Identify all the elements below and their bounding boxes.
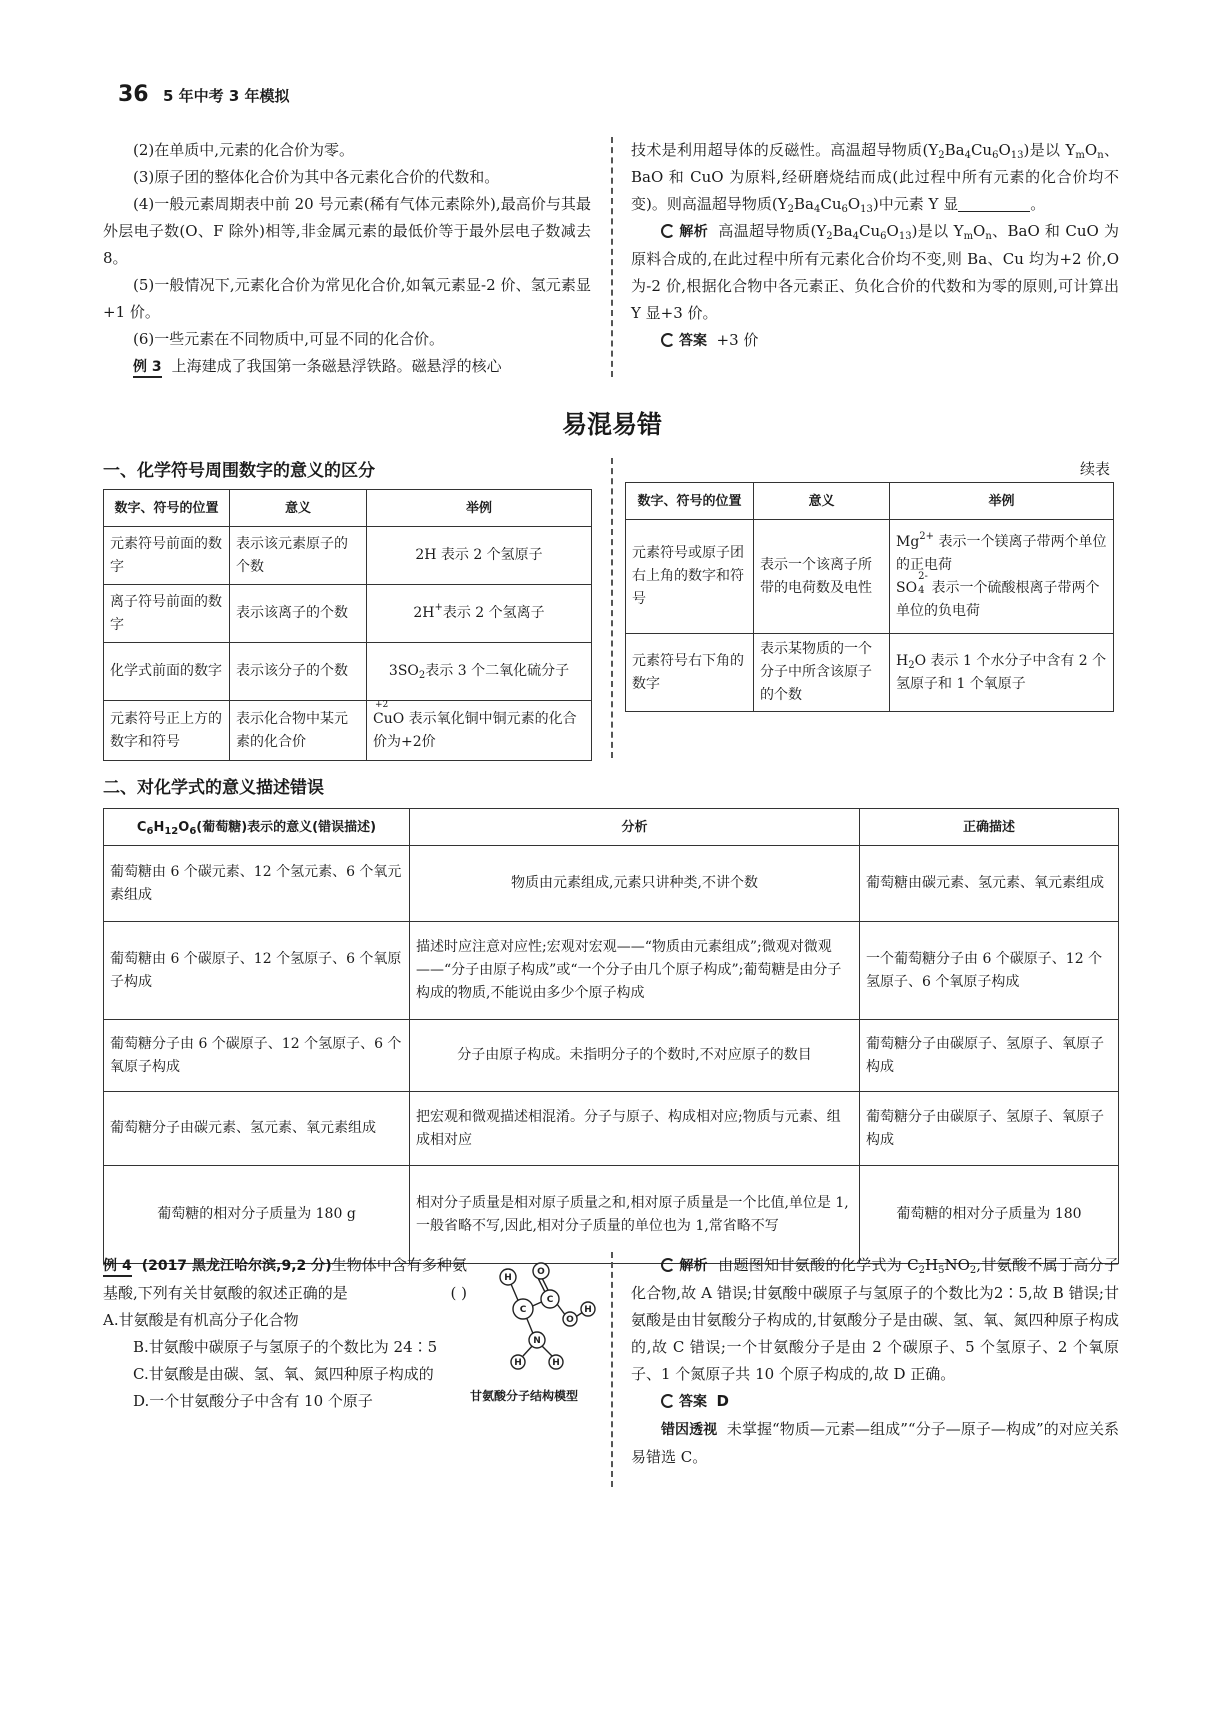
rule-5: (5)一般情况下,元素化合价为常见化合价,如氧元素显-2 价、氢元素显+1 价。	[103, 276, 591, 321]
svg-text:H: H	[504, 1273, 512, 1283]
cell: 相对分子质量是相对原子质量之和,相对原子质量是一个比值,单位是 1,一般省略不写,因此,相对分子质量的单位也为 1,常省略不写	[410, 1166, 860, 1264]
figure-caption: 甘氨酸分子结构模型	[470, 1389, 579, 1403]
cell: 表示化合物中某元素的化合价	[230, 701, 367, 761]
cell: 葡萄糖分子由 6 个碳原子、12 个氢原子、6 个氧原子构成	[104, 1020, 410, 1092]
column-divider-top	[611, 137, 613, 377]
example-4-answer: 答案 D	[631, 1388, 1119, 1416]
book-title: 5 年中考 3 年模拟	[163, 87, 290, 105]
rule-6: (6)一些元素在不同物质中,可显不同的化合价。	[133, 330, 445, 348]
column-divider-bottom	[611, 1252, 613, 1487]
solution-marker-icon	[661, 224, 675, 238]
answer-marker-icon	[661, 1394, 675, 1408]
cell: 葡萄糖由 6 个碳元素、12 个氢元素、6 个氧元素组成	[104, 846, 410, 922]
example-4-solution: 解析 由题图知甘氨酸的化学式为 $C_2H_5NO_2$,甘氨酸不属于高分子化合物,故 A 错误;甘氨酸中碳原子与氢原子的个数比为2∶5,故 B 错误;甘氨酸是由甘氨酸分子构成的,甘氨酸分子是由碳、氢、氧、氮四种原子构成的,故 C 错误;一个甘氨酸分子是由 2 个碳原子、5 个氢原子、2 个氧原子、1 个氮原子共 10 个原子构成的,故 D 正确。	[631, 1256, 1119, 1383]
continued-label: 续表	[1080, 460, 1111, 478]
cell: 元素符号或原子团右上角的数字和符号	[626, 520, 754, 634]
solution-tag: 解析	[661, 1258, 708, 1274]
formula-meaning-table	[103, 808, 1119, 1264]
cell: 2H+表示 2 个氢离子	[367, 585, 592, 643]
option-d: D.一个甘氨酸分子中含有 10 个原子	[133, 1392, 373, 1410]
svg-text:C: C	[519, 1305, 527, 1315]
col-header-analysis: 分析	[410, 809, 860, 846]
rule-3: (3)原子团的整体化合价为其中各元素化合价的代数和。	[133, 168, 500, 186]
table-row	[626, 520, 1114, 634]
cell: 元素符号右下角的数字	[626, 634, 754, 712]
col-header-wrong-description: $C_6H_{12}O_6$(葡萄糖)表示的意义(错误描述)	[104, 809, 410, 846]
column-divider-mid	[611, 458, 613, 758]
table-row	[104, 1020, 1119, 1092]
answer-marker-icon	[661, 333, 675, 347]
symbol-meaning-table-left	[103, 489, 592, 761]
table-row	[626, 634, 1114, 712]
cell: 把宏观和微观描述相混淆。分子与原子、构成相对应;物质与元素、组成相对应	[410, 1092, 860, 1166]
part1-heading: 一、化学符号周围数字的意义的区分	[103, 461, 375, 481]
col-header-meaning: 意义	[230, 490, 367, 527]
section-title: 易混易错	[561, 410, 662, 439]
rule-4: (4)一般元素周期表中前 20 号元素(稀有气体元素除外),最高价与其最外层电子数(O、F 除外)相等,非金属元素的最低价等于最外层电子数减去 8。	[103, 195, 591, 267]
symbol-meaning-table-right	[625, 482, 1114, 712]
col-header-meaning-cont: 意义	[754, 483, 890, 520]
col-header-example-cont: 举例	[890, 483, 1114, 520]
solution-marker-icon	[661, 1258, 675, 1272]
table-row	[104, 643, 592, 701]
svg-text:H: H	[514, 1358, 522, 1368]
cell: +2 CuO 表示氧化铜中铜元素的化合价为+2价	[367, 701, 592, 761]
svg-text:N: N	[533, 1336, 541, 1346]
cell: 离子符号前面的数字	[104, 585, 230, 643]
option-b: B.甘氨酸中碳原子与氢原子的个数比为 24∶5	[133, 1338, 438, 1356]
cell: 表示该元素原子的个数	[230, 527, 367, 585]
table-row	[104, 1166, 1119, 1264]
option-a: A.甘氨酸是有机高分子化合物	[103, 1311, 299, 1329]
svg-text:C: C	[546, 1295, 554, 1305]
cell: $3SO_2$表示 3 个二氧化硫分子	[367, 643, 592, 701]
cell: 葡萄糖分子由碳元素、氢元素、氧元素组成	[104, 1092, 410, 1166]
cell: 化学式前面的数字	[104, 643, 230, 701]
example-4-explanation	[631, 1252, 1119, 1471]
example-3-answer: 答案 +3 价	[631, 327, 1119, 355]
cell: $Mg^{2+}$ 表示一个镁离子带两个单位的正电荷 SO 2- 4 表示一个硫酸根离子带两个单位的负电荷	[890, 520, 1114, 634]
cell: 葡萄糖的相对分子质量为 180	[860, 1166, 1119, 1264]
intro-left-column	[103, 137, 591, 381]
cell: 葡萄糖的相对分子质量为 180 g	[104, 1166, 410, 1264]
cell: 一个葡萄糖分子由 6 个碳原子、12 个氢原子、6 个氧原子构成	[860, 922, 1119, 1020]
col-header-position: 数字、符号的位置	[104, 490, 230, 527]
table-row	[104, 701, 592, 761]
option-c: C.甘氨酸是由碳、氢、氧、氮四种原子构成的	[133, 1365, 434, 1383]
table-row	[104, 922, 1119, 1020]
answer-tag: 答案	[661, 333, 707, 349]
example-4-stem: 例 4 (2017 黑龙江哈尔滨,9,2 分)生物体中含有多种氨基酸,下列有关甘氨酸的叙述正确的是 ( )	[103, 1256, 467, 1302]
cell: 分子由原子构成。未指明分子的个数时,不对应原子的数目	[410, 1020, 860, 1092]
cell: $H_2O$ 表示 1 个水分子中含有 2 个氢原子和 1 个氧原子	[890, 634, 1114, 712]
cell: 葡萄糖分子由碳原子、氢原子、氧原子构成	[860, 1020, 1119, 1092]
cell: 表示该离子的个数	[230, 585, 367, 643]
cell: 葡萄糖由碳元素、氢元素、氧元素组成	[860, 846, 1119, 922]
example-3-question: 技术是利用超导体的反磁性。高温超导物质$(Y_2Ba_4Cu_6O_{13})$是以 $Y_mO_n$、BaO 和 CuO 为原料,经研磨烧结而成(此过程中所有元素的化合价均不变)。则高温超导物质$(Y_2Ba_4Cu_6O_{13})$中元素 Y 显 。	[631, 141, 1119, 215]
cell: 表示某物质的一个分子中所含该原子的个数	[754, 634, 890, 712]
page-number: 36	[118, 82, 149, 107]
solution-tag: 解析	[661, 224, 708, 240]
error-analysis: 错因透视 未掌握“物质—元素—组成”“分子—原子—构成”的对应关系易错选 C。	[631, 1420, 1120, 1466]
intro-right-column	[631, 137, 1119, 355]
answer-tag: 答案	[661, 1394, 707, 1410]
rule-2: (2)在单质中,元素的化合价为零。	[133, 141, 355, 159]
glycine-molecule-diagram	[478, 1258, 604, 1386]
cell: 元素符号前面的数字	[104, 527, 230, 585]
cell: 葡萄糖由 6 个碳原子、12 个氢原子、6 个氧原子构成	[104, 922, 410, 1020]
cell: 2H 表示 2 个氢原子	[367, 527, 592, 585]
cell: 表示一个该离子所带的电荷数及电性	[754, 520, 890, 634]
table-row	[104, 527, 592, 585]
col-header-position-cont: 数字、符号的位置	[626, 483, 754, 520]
svg-text:O: O	[566, 1315, 574, 1325]
part2-heading: 二、对化学式的意义描述错误	[103, 778, 324, 798]
svg-text:O: O	[537, 1267, 545, 1277]
svg-text:H: H	[552, 1358, 560, 1368]
svg-text:H: H	[584, 1305, 592, 1315]
cell: 物质由元素组成,元素只讲种类,不讲个数	[410, 846, 860, 922]
example-3-label: 例 3	[133, 359, 162, 378]
answer-blank	[958, 193, 1030, 212]
error-analysis-label: 错因透视	[661, 1422, 718, 1438]
col-header-example: 举例	[367, 490, 592, 527]
cell: 表示该分子的个数	[230, 643, 367, 701]
example-3-text: 上海建成了我国第一条磁悬浮铁路。磁悬浮的核心	[171, 357, 502, 375]
cell: 元素符号正上方的数字和符号	[104, 701, 230, 761]
example-4-label: 例 4	[103, 1258, 132, 1277]
table-row	[104, 846, 1119, 922]
example-3-stem	[103, 353, 591, 381]
example-3-solution: 解析 高温超导物质$(Y_2Ba_4Cu_6O_{13})$是以 $Y_mO_n$、BaO 和 CuO 为原料合成的,在此过程中所有元素化合价均不变,则 Ba、Cu 均为+2 价,O 为-2 价,根据化合物中各元素正、负化合价的代数和为零的原则,可计算出 Y 显+3 价。	[631, 222, 1119, 322]
cell: 描述时应注意对应性;宏观对宏观——“物质由元素组成”;微观对微观——“分子由原子构成”或“一个分子由几个原子构成”;葡萄糖是由分子构成的物质,不能说由多少个原子构成	[410, 922, 860, 1020]
cell: 葡萄糖分子由碳原子、氢原子、氧原子构成	[860, 1092, 1119, 1166]
table-row	[104, 1092, 1119, 1166]
table-row	[104, 585, 592, 643]
col-header-correct-description: 正确描述	[860, 809, 1119, 846]
